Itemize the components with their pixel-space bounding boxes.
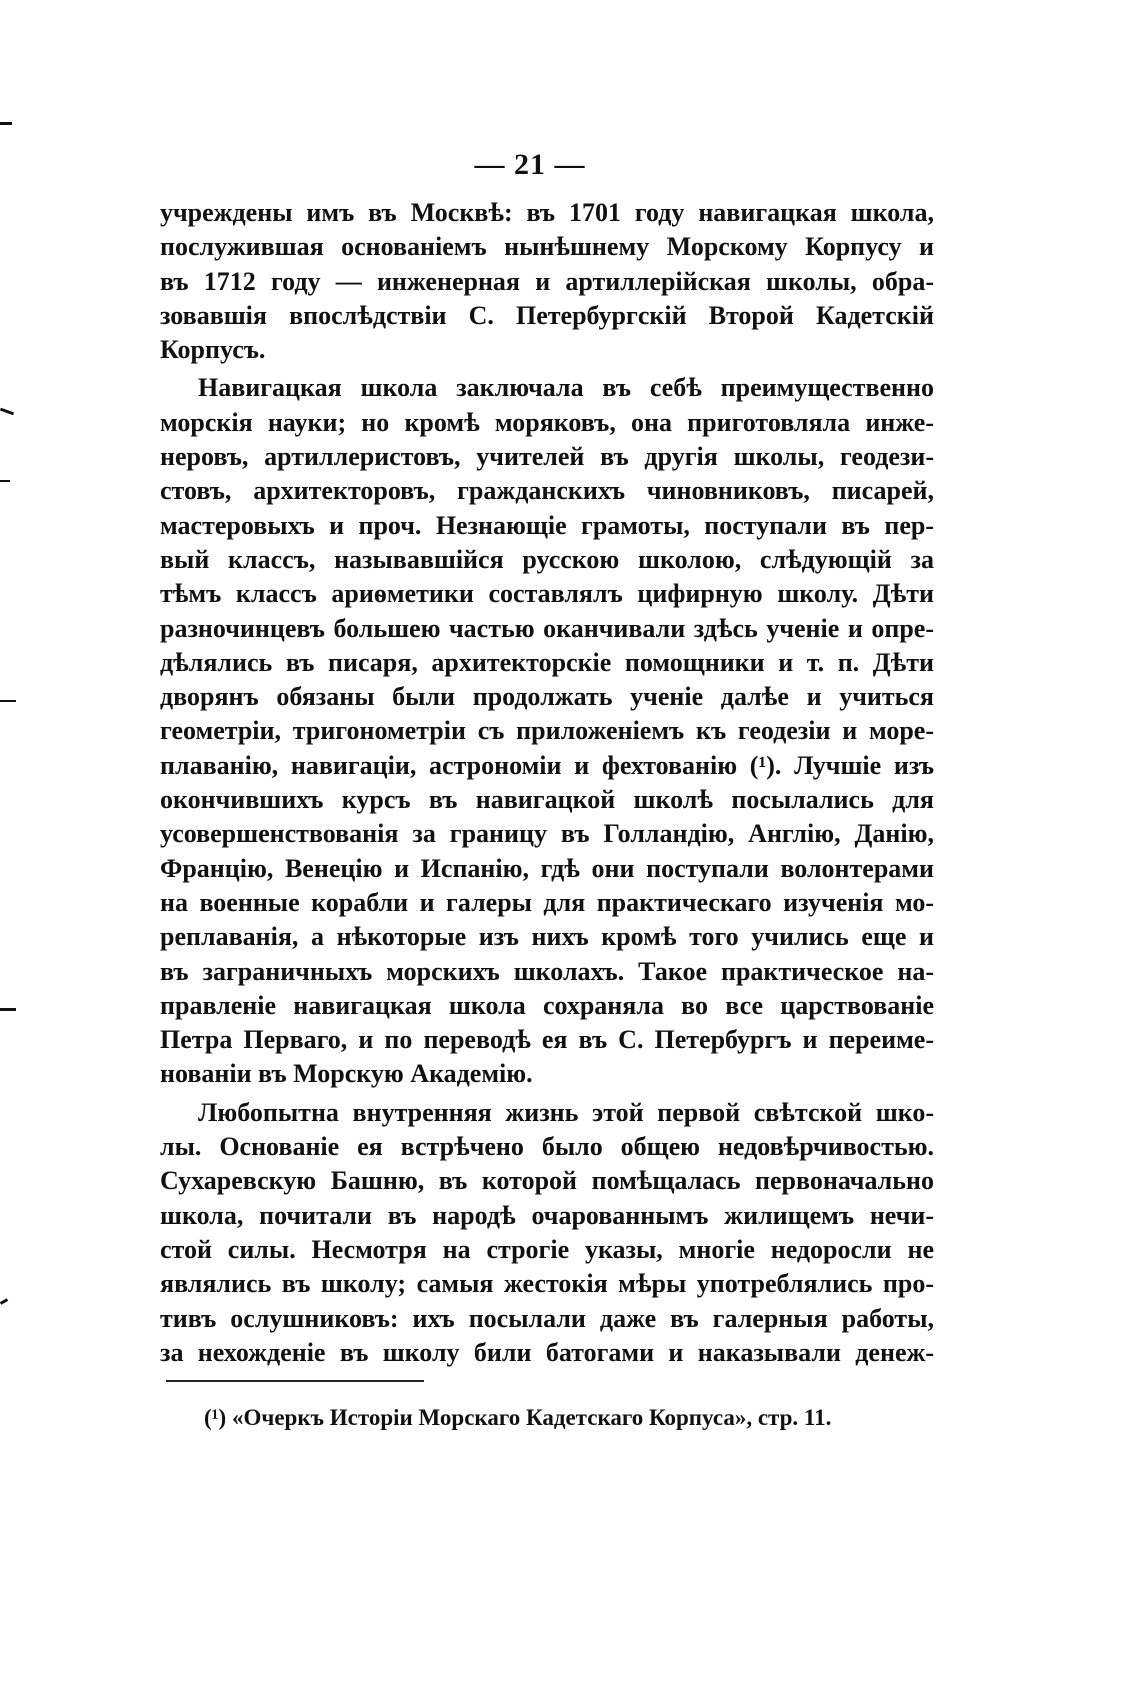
- text-line: зовавшія впослѣдствіи С. Петербургскій Второй Кадетскій: [160, 300, 934, 330]
- margin-mark: [0, 408, 14, 416]
- text-line: школа, почитали въ народѣ очарованнымъ жилищемъ нечи-: [160, 1200, 934, 1230]
- text-line: плаванію, навигаціи, астрономіи и фехтованію (¹). Лучшіе изъ: [160, 750, 934, 780]
- text-line: Францію, Венецію и Испанію, гдѣ они поступали волонтерами: [160, 853, 934, 883]
- text-line: на военные корабли и галеры для практическаго изученія мо-: [160, 887, 934, 917]
- text-line: вый классъ, называвшійся русскою школою, слѣдующій за: [160, 544, 934, 574]
- text-line: Навигацкая школа заключала въ себѣ преимущественно: [198, 373, 934, 403]
- text-line: стовъ, архитекторовъ, гражданскихъ чиновниковъ, писарей,: [160, 476, 934, 506]
- text-line: мастеровыхъ и проч. Незнающіе грамоты, поступали въ пер-: [160, 510, 934, 540]
- text-line: нованіи въ Морскую Академію.: [160, 1059, 533, 1089]
- text-line: лы. Основаніе ея встрѣчено было общею недовѣрчивостью.: [160, 1132, 934, 1162]
- text-line: реплаванія, а нѣкоторые изъ нихъ кромѣ того учились еще и: [160, 922, 934, 952]
- margin-mark: [0, 1298, 8, 1305]
- text-line: тивъ ослушниковъ: ихъ посылали даже въ галерныя работы,: [160, 1303, 934, 1333]
- text-line: правленіе навигацкая школа сохраняла во все царствованіе: [160, 990, 934, 1020]
- page-number: — 21 —: [474, 148, 586, 181]
- text-line: дворянъ обязаны были продолжать ученіе далѣе и учиться: [160, 682, 934, 712]
- text-line: дѣлялись въ писаря, архитекторскіе помощники и т. п. Дѣти: [160, 647, 934, 677]
- text-line: Корпусъ.: [160, 335, 266, 365]
- text-line: въ 1712 году — инженерная и артиллерійская школы, обра-: [160, 266, 934, 296]
- text-line: послужившая основаніемъ нынѣшнему Морскому Корпусу и: [160, 232, 934, 262]
- text-line: являлись въ школу; самыя жестокія мѣры употреблялись про-: [160, 1269, 934, 1299]
- text-line: учреждены имъ въ Москвѣ: въ 1701 году навигацкая школа,: [160, 198, 934, 227]
- footnote: (¹) «Очеркъ Исторіи Морскаго Кадетскаго Корпуса», стр. 11.: [204, 1405, 832, 1430]
- text-line: въ заграничныхъ морскихъ школахъ. Такое практическое на-: [160, 956, 934, 986]
- body-text: [160, 196, 934, 1370]
- text-line: стой силы. Несмотря на строгіе указы, многіе недоросли не: [160, 1234, 934, 1264]
- text-line: Петра Перваго, и по переводѣ ея въ С. Петербургъ и переиме-: [160, 1025, 934, 1055]
- text-line: разночинцевъ большею частью оканчивали здѣсь ученіе и опре-: [160, 613, 934, 643]
- margin-mark: [0, 700, 16, 702]
- text-line: за нехожденіе въ школу били батогами и наказывали денеж-: [160, 1337, 934, 1367]
- margin-mark: [0, 122, 12, 125]
- text-line: морскія науки; но кромѣ моряковъ, она приготовляла инже-: [160, 407, 934, 437]
- text-line: Сухаревскую Башню, въ которой помѣщалась первоначально: [160, 1166, 934, 1196]
- text-line: усовершенствованія за границу въ Голландію, Англію, Данію,: [160, 819, 934, 849]
- text-line: тѣмъ классъ ариѳметики составлялъ цифирную школу. Дѣти: [160, 579, 934, 609]
- text-line: Любопытна внутренняя жизнь этой первой свѣтской шко-: [198, 1097, 934, 1127]
- margin-mark: [0, 1008, 16, 1011]
- text-line: окончившихъ курсъ въ навигацкой школѣ посылались для: [160, 785, 934, 815]
- footnote-divider: [166, 1380, 424, 1382]
- text-line: геометріи, тригонометріи съ приложеніемъ къ геодезіи и море-: [160, 716, 934, 746]
- margin-mark: [0, 480, 10, 482]
- text-line: неровъ, артиллеристовъ, учителей въ другія школы, геодези-: [160, 442, 934, 472]
